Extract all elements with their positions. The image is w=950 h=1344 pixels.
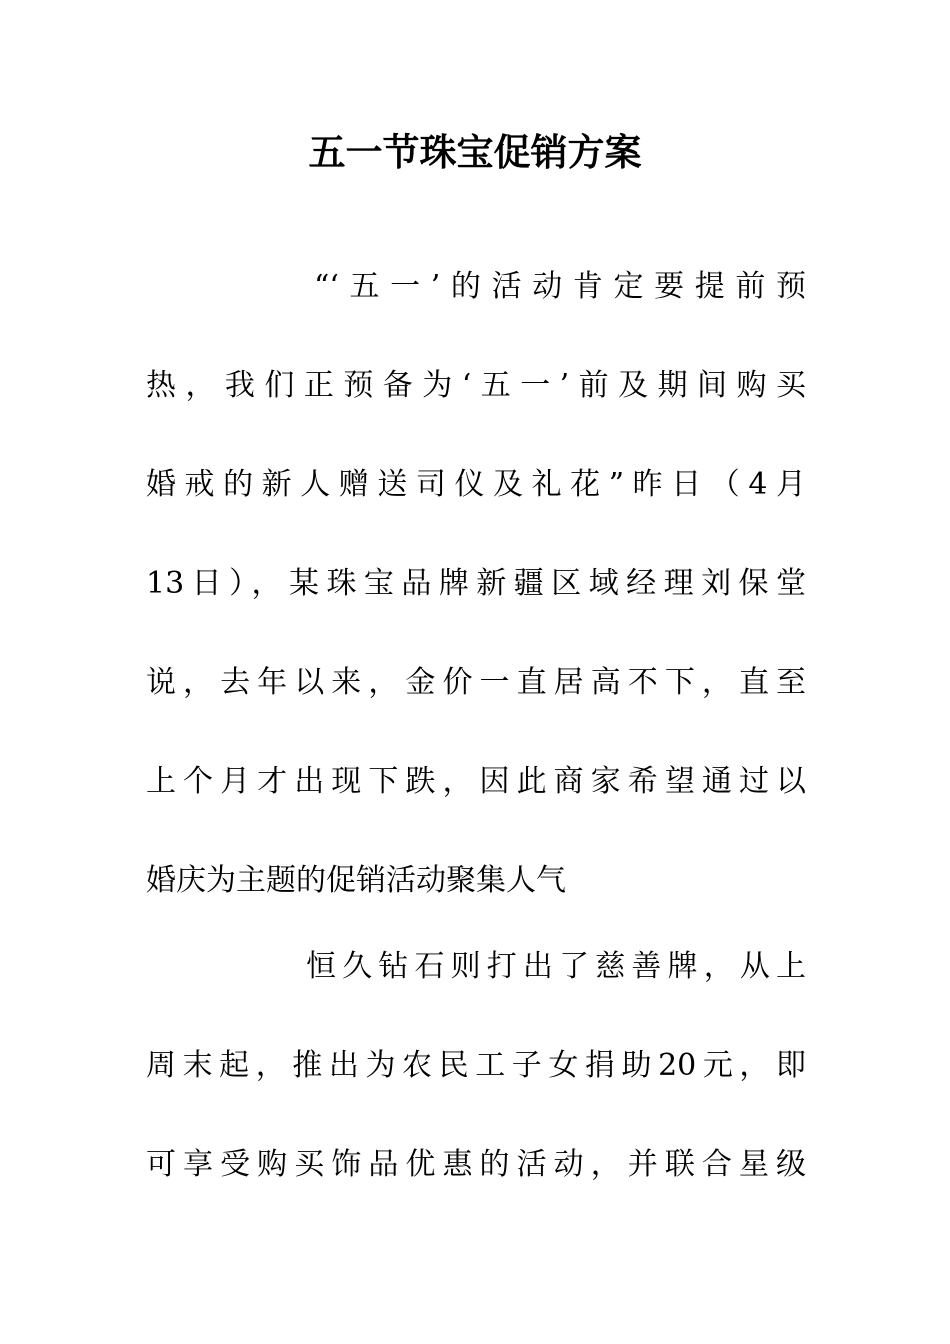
- paragraph-line: 恒久钻石则打出了慈善牌，从上: [306, 949, 806, 984]
- paragraph-line: “‘五一’的活动肯定要提前预: [314, 269, 806, 304]
- paragraph-line: 上个月才出现下跌，因此商家希望通过以: [146, 764, 806, 799]
- document-title: 五一节珠宝促销方案: [308, 130, 642, 174]
- paragraph-line: 周末起，推出为农民工子女捐助20元，即: [146, 1048, 806, 1083]
- paragraph-line: 13日），某珠宝品牌新疆区域经理刘保堂: [146, 566, 806, 601]
- paragraph-line: 可享受购买饰品优惠的活动，并联合星级: [146, 1147, 806, 1182]
- paragraph-line: 婚戒的新人赠送司仪及礼花”昨日（4月: [146, 467, 806, 502]
- paragraph-line: 说，去年以来，金价一直居高不下，直至: [146, 665, 806, 700]
- paragraph-line: 热，我们正预备为‘五一’前及期间购买: [146, 368, 806, 403]
- paragraph-line: 婚庆为主题的促销活动聚集人气: [146, 863, 566, 898]
